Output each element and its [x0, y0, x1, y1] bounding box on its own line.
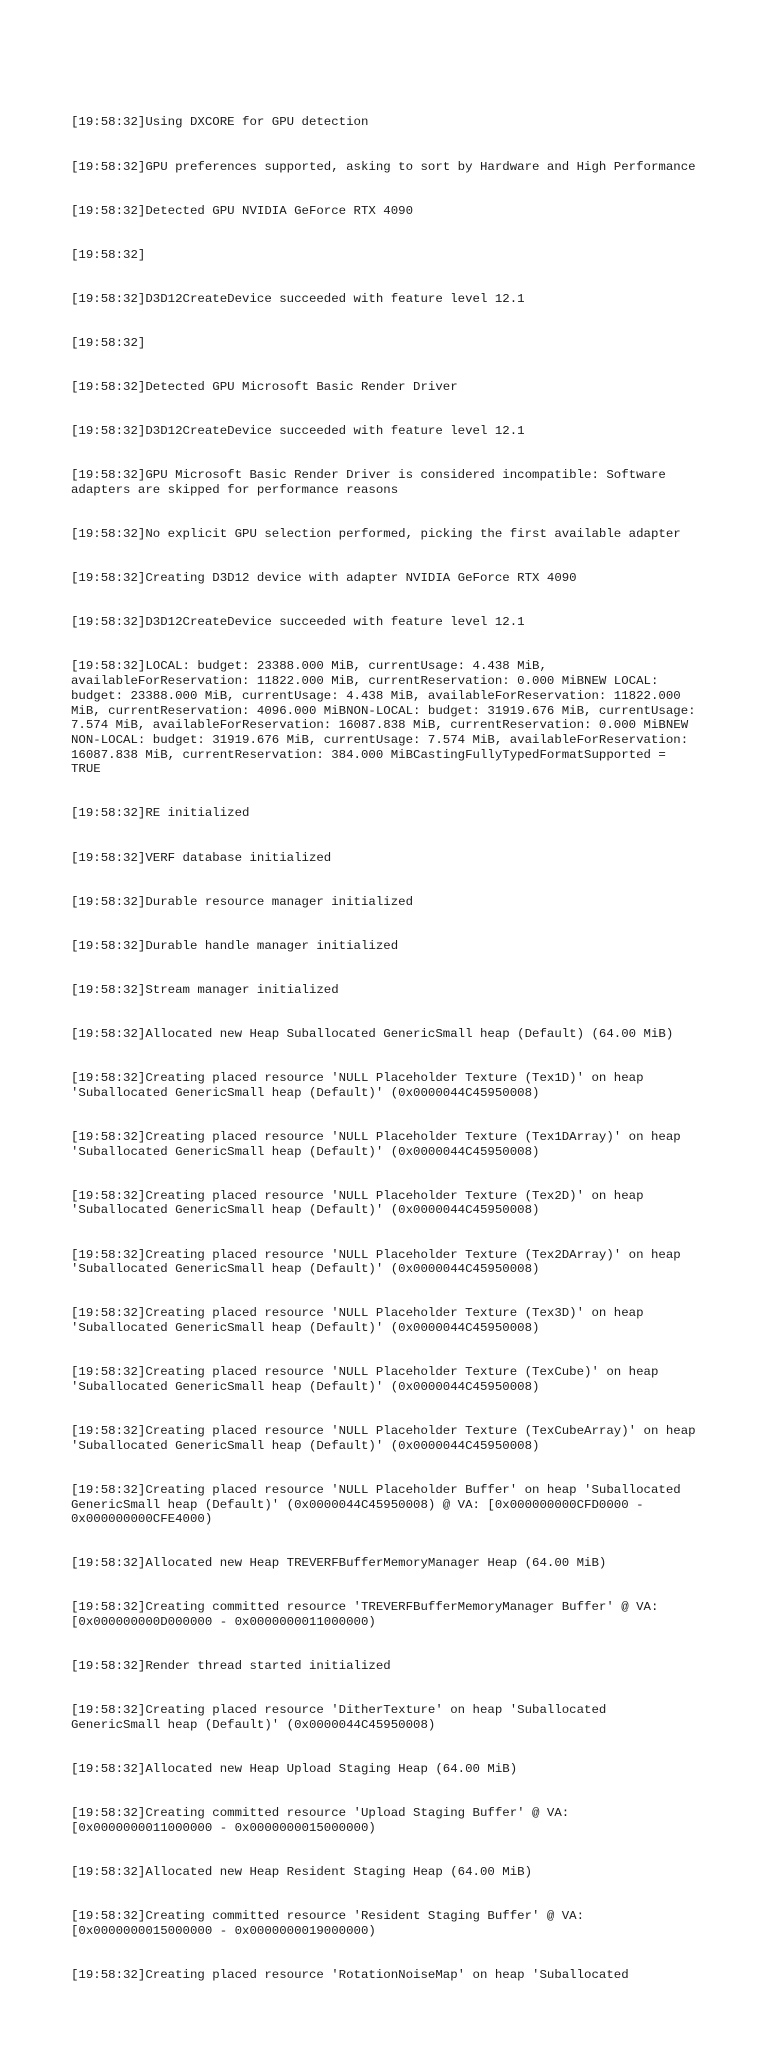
log-line: [19:58:32] — [71, 335, 146, 350]
log-line: [19:58:32]Creating placed resource 'NULL Placeholder Texture (Tex3D)' on heap 'Suballocated GenericSmall heap (Default)' (0x0000044C45950008) — [71, 1306, 651, 1336]
log-line: [19:58:32]Creating placed resource 'RotationNoiseMap' on heap 'Suballocated — [71, 1968, 629, 1982]
log-line: [19:58:32]Render thread started initialized — [71, 1659, 391, 1674]
log-line: [19:58:32]Creating placed resource 'NULL Placeholder Texture (Tex1D)' on heap 'Suballocated GenericSmall heap (Default)' (0x0000044C45950008) — [71, 1071, 651, 1100]
log-line: [19:58:32]D3D12CreateDevice succeeded with feature level 12.1 — [71, 424, 525, 439]
log-line: [19:58:32]Creating committed resource 'Upload Staging Buffer' @ VA: [0x0000000011000000 - 0x0000000015000000) — [71, 1806, 577, 1835]
log-line: [19:58:32]Creating D3D12 device with adapter NVIDIA GeForce RTX 4090 — [71, 571, 577, 586]
log-line: [19:58:32]D3D12CreateDevice succeeded with feature level 12.1 — [71, 291, 525, 306]
log-line: [19:58:32]Allocated new Heap TREVERFBufferMemoryManager Heap (64.00 MiB) — [71, 1556, 607, 1571]
log-line: [19:58:32]GPU Microsoft Basic Render Driver is considered incompatible: Software adapters are skipped for performance reasons — [71, 468, 674, 497]
log-line: [19:58:32]GPU preferences supported, asking to sort by Hardware and High Performance — [71, 159, 696, 174]
log-line: [19:58:32]Creating placed resource 'NULL Placeholder Buffer' on heap 'Suballocated GenericSmall heap (Default)' (0x0000044C45950008) @ VA: [0x000000000CFD0000 - 0x000000000CFE4000) — [71, 1482, 689, 1527]
log-line: [19:58:32]Creating placed resource 'NULL Placeholder Texture (TexCube)' on heap 'Suballocated GenericSmall heap (Default)' (0x0000044C45950008) — [71, 1365, 666, 1394]
log-line: [19:58:32]Creating committed resource 'TREVERFBufferMemoryManager Buffer' @ VA: [0x000000000D000000 - 0x0000000011000000) — [71, 1600, 666, 1630]
log-line: [19:58:32]Creating placed resource 'NULL Placeholder Texture (Tex2D)' on heap 'Suballocated GenericSmall heap (Default)' (0x0000044C45950008) — [71, 1188, 651, 1218]
log-line: [19:58:32]Allocated new Heap Suballocated GenericSmall heap (Default) (64.00 MiB) — [71, 1027, 674, 1041]
log-line — [71, 2012, 696, 2027]
log-line: [19:58:32]Creating committed resource 'Resident Staging Buffer' @ VA: [0x0000000015000000 - 0x0000000019000000) — [71, 1909, 592, 1938]
log-line: [19:58:32]Allocated new Heap Resident Staging Heap (64.00 MiB) — [71, 1865, 533, 1880]
log-line: [19:58:32]Detected GPU NVIDIA GeForce RTX 4090 — [71, 203, 414, 218]
log-line: [19:58:32]VERF database initialized — [71, 850, 332, 865]
log-line: [19:58:32]Stream manager initialized — [71, 982, 339, 997]
log-line: [19:58:32] — [71, 247, 146, 262]
log-line: [19:58:32]Detected GPU Microsoft Basic Render Driver — [71, 380, 458, 395]
log-line: [19:58:32]Using DXCORE for GPU detection — [71, 115, 369, 130]
log-line: [19:58:32]RE initialized — [71, 806, 250, 821]
log-line: [19:58:32]No explicit GPU selection performed, picking the first available adapter — [71, 527, 681, 542]
log-line: [19:58:32]Creating placed resource 'NULL Placeholder Texture (Tex1DArray)' on heap 'Suballocated GenericSmall heap (Default)' (0x0000044C45950008) — [71, 1129, 689, 1159]
log-line: [19:58:32]Allocated new Heap Upload Staging Heap (64.00 MiB) — [71, 1762, 518, 1777]
log-line: [19:58:32]Durable resource manager initialized — [71, 894, 414, 909]
log-line: [19:58:32]LOCAL: budget: 23388.000 MiB, currentUsage: 4.438 MiB, availableForReservation: 11822.000 MiB, currentReservation: 0.000 MiBNEW LOCAL: budget: 23388.000 MiB, currentUsage: 4.438 MiB, availableForReservation: 11822.000 MiB, currentReservation: 4096.000 MiBNON-LOCAL: budget: 31919.676 MiB, currentUsage: 7.574 MiB, availableForReservation: 16087.838 MiB, currentReservation: 0.000 MiBNEW NON-LOCAL: budget: 31919.676 MiB, currentUsage: 7.574 MiB, availableForReservation: 16087.838 MiB, currentReservation: 384.000 MiBCastingFullyTypedFormatSupported = TRUE — [71, 659, 704, 777]
log-line: [19:58:32]D3D12CreateDevice succeeded with feature level 12.1 — [71, 615, 525, 630]
log-line: [19:58:32]Creating placed resource 'NULL Placeholder Texture (Tex2DArray)' on heap 'Suballocated GenericSmall heap (Default)' (0x0000044C45950008) — [71, 1247, 689, 1277]
log-text-block — [71, 86, 704, 2048]
log-line: [19:58:32]Durable handle manager initialized — [71, 938, 399, 953]
log-line: [19:58:32]Creating placed resource 'NULL Placeholder Texture (TexCubeArray)' on heap 'Suballocated GenericSmall heap (Default)' (0x0000044C45950008) — [71, 1423, 704, 1453]
log-line: [19:58:32]Creating placed resource 'DitherTexture' on heap 'Suballocated GenericSmall heap (Default)' (0x0000044C45950008) — [71, 1703, 614, 1733]
